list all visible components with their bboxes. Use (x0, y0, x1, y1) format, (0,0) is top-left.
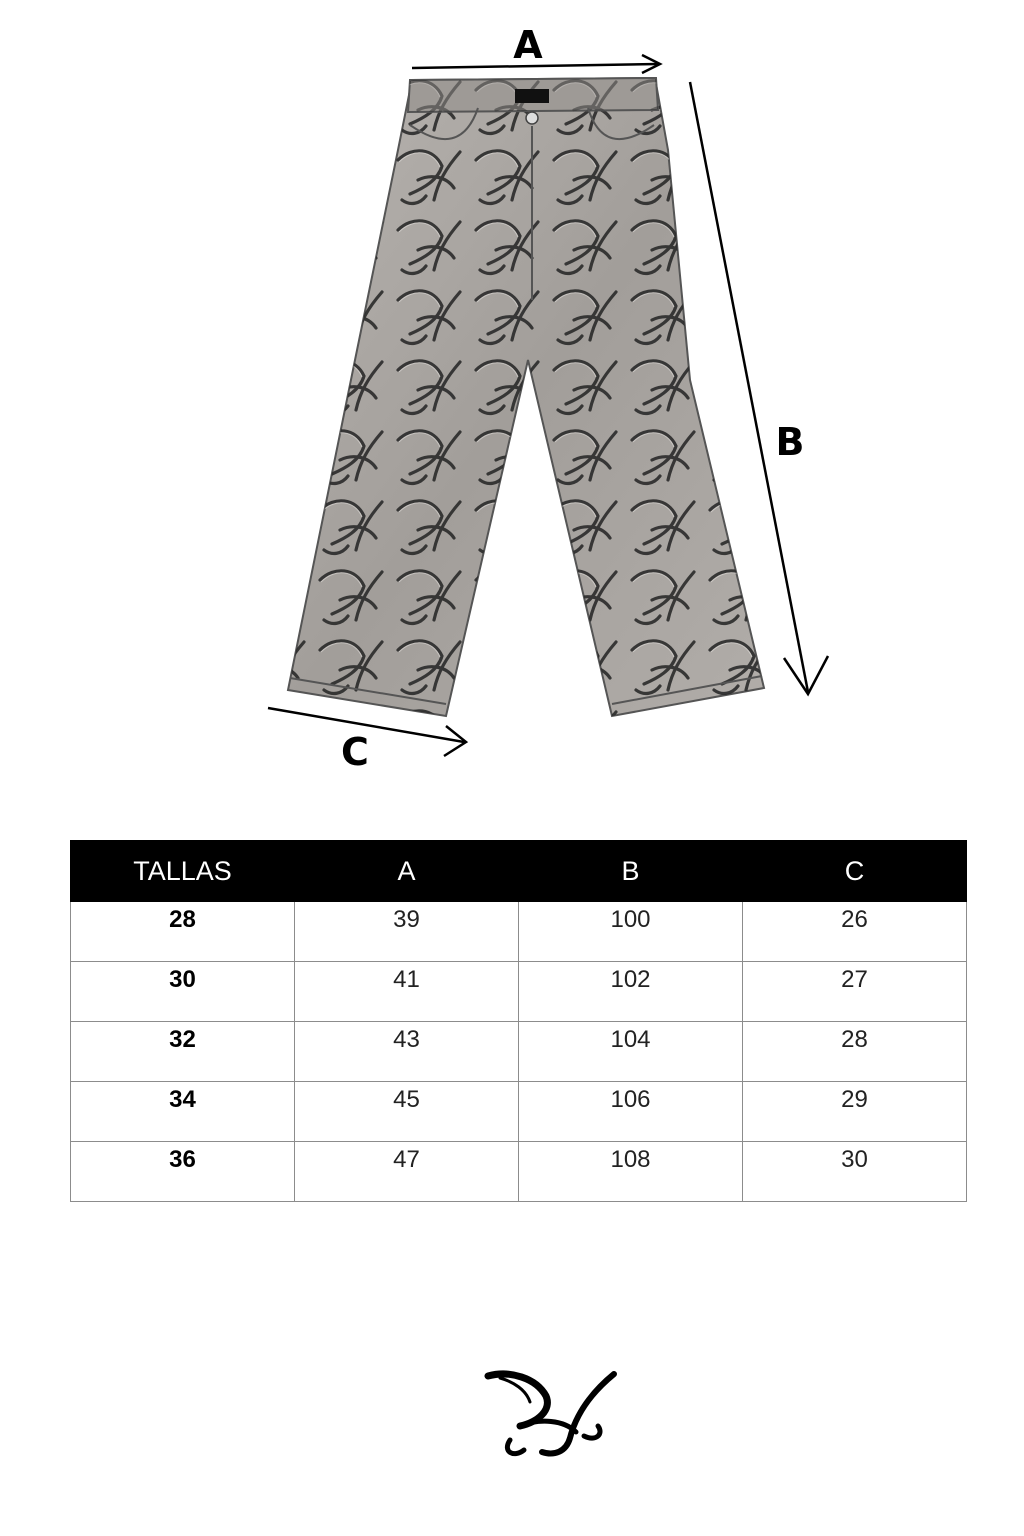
measure-c-value: 28 (743, 1022, 967, 1082)
header-b: B (519, 841, 743, 902)
measure-b-value: 104 (519, 1022, 743, 1082)
table-header-row (71, 841, 967, 902)
size-value: 28 (71, 902, 295, 962)
measure-b-value: 108 (519, 1142, 743, 1202)
measure-c-value: 27 (743, 962, 967, 1022)
table-row (71, 1142, 967, 1202)
dimension-b-label: B (775, 420, 805, 464)
table-row (71, 1082, 967, 1142)
measure-c-value: 30 (743, 1142, 967, 1202)
measure-c-value: 26 (743, 902, 967, 962)
measure-a-value: 41 (295, 962, 519, 1022)
measure-b-value: 100 (519, 902, 743, 962)
header-tallas: TALLAS (71, 841, 295, 902)
table-row (71, 1022, 967, 1082)
size-value: 34 (71, 1082, 295, 1142)
dimension-a (412, 23, 660, 73)
measure-b-value: 106 (519, 1082, 743, 1142)
size-value: 30 (71, 962, 295, 1022)
dimension-a-label: A (513, 23, 543, 67)
measure-a-value: 47 (295, 1142, 519, 1202)
table-row (71, 902, 967, 962)
measure-a-value: 39 (295, 902, 519, 962)
header-a: A (295, 841, 519, 902)
dimension-c-label: C (341, 730, 369, 774)
measure-a-value: 45 (295, 1082, 519, 1142)
measure-c-value: 29 (743, 1082, 967, 1142)
measure-b-value: 102 (519, 962, 743, 1022)
dimension-c (268, 708, 466, 774)
size-chart-table (70, 840, 967, 1202)
header-c: C (743, 841, 967, 902)
monogram-logo-icon (480, 1368, 620, 1460)
size-value: 32 (71, 1022, 295, 1082)
measure-a-value: 43 (295, 1022, 519, 1082)
jeans-illustration (288, 78, 764, 716)
size-value: 36 (71, 1142, 295, 1202)
table-row (71, 962, 967, 1022)
